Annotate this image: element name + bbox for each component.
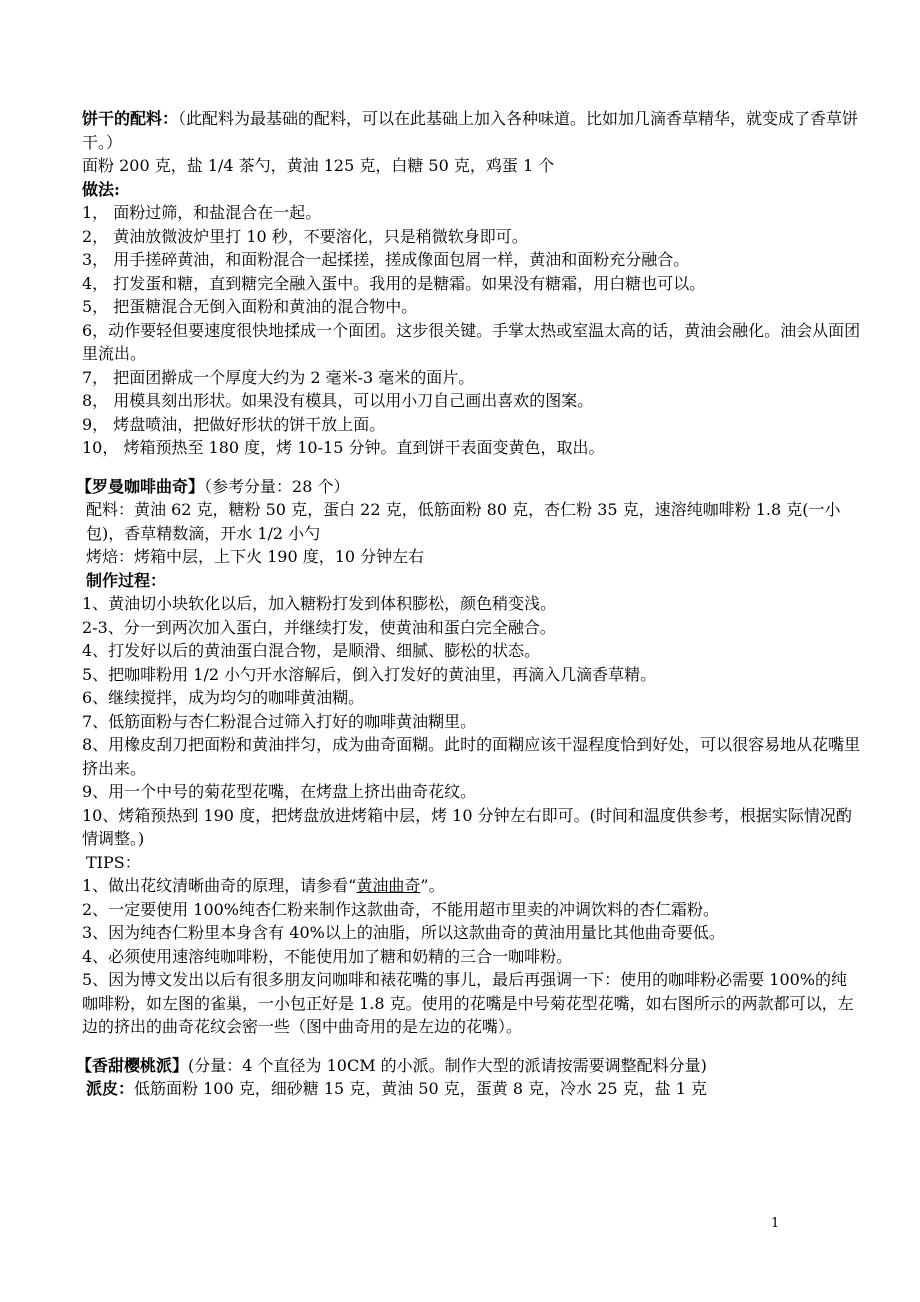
biscuit-ingredients-label: 饼干的配料： <box>82 109 179 128</box>
roman-baking: 烤焙：烤箱中层，上下火 190 度，10 分钟左右 <box>86 547 425 566</box>
roman-tip1-prefix: 1、做出花纹清晰曲奇的原理，请参看“ <box>82 876 357 895</box>
document-page <box>76 107 862 1101</box>
roman-title: 【罗曼咖啡曲奇】 <box>76 476 205 496</box>
biscuit-step: 9， 烤盘喷油，把做好形状的饼干放上面。 <box>82 414 386 434</box>
biscuit-step: 3， 用手搓碎黄油，和面粉混合一起揉搓，搓成像面包屑一样，黄油和面粉充分融合。 <box>82 250 690 269</box>
roman-step: 1、黄油切小块软化以后，加入糖粉打发到体积膨松，颜色稍变浅。 <box>82 594 557 613</box>
biscuit-ingredients-heading <box>82 107 862 154</box>
roman-step: 9、用一个中号的菊花型花嘴，在烤盘上挤出曲奇花纹。 <box>82 782 477 801</box>
roman-process-label: 制作过程： <box>86 570 167 590</box>
biscuit-ingredients-note: （此配料为最基础的配料，可以在此基础上加入各种味道。比如加几滴香草精华，就变成了香草饼干。） <box>82 109 859 152</box>
roman-step: 5、把咖啡粉用 1/2 小勺开水溶解后，倒入打发好的黄油里，再滴入几滴香草精。 <box>82 664 657 684</box>
section-spacer <box>82 460 862 475</box>
biscuit-step: 8， 用模具刻出形状。如果没有模具，可以用小刀自己画出喜欢的图案。 <box>82 391 594 410</box>
roman-step: 4、打发好以后的黄油蛋白混合物，是顺滑、细腻、膨松的状态。 <box>82 641 541 660</box>
roman-step: 2-3、分一到两次加入蛋白，并继续打发，使黄油和蛋白完全融合。 <box>82 617 556 637</box>
biscuit-step: 10， 烤箱预热至 180 度，烤 10-15 分钟。直到饼干表面变黄色，取出。 <box>82 438 605 457</box>
roman-tip: 3、因为纯杏仁粉里本身含有 40%以上的油脂，所以这款曲奇的黄油用量比其他曲奇要低。 <box>82 923 725 942</box>
biscuit-step: 4， 打发蛋和糖，直到糖完全融入蛋中。我用的是糖霜。如果没有糖霜，用白糖也可以。 <box>82 273 706 293</box>
biscuit-step: 2， 黄油放微波炉里打 10 秒，不要溶化，只是稍微软身即可。 <box>82 226 528 246</box>
biscuit-step: 1， 面粉过筛，和盐混合在一起。 <box>82 203 322 222</box>
biscuit-step: 7， 把面团擀成一个厚度大约为 2 毫米-3 毫米的面片。 <box>82 367 475 387</box>
section-spacer <box>82 1039 862 1054</box>
roman-tip1-suffix: ”。 <box>420 876 445 895</box>
cherry-crust-label: 派皮： <box>86 1079 135 1098</box>
roman-tip: 4、必须使用速溶纯咖啡粉，不能使用加了糖和奶精的三合一咖啡粉。 <box>82 946 573 966</box>
roman-ingredients: 配料：黄油 62 克，糖粉 50 克，蛋白 22 克，低筋面粉 80 克，杏仁粉 35 克，速溶纯咖啡粉 1.8 克(一小包)，香草精数滴，开水 1/2 小勺 <box>86 500 841 543</box>
roman-step: 7、低筋面粉与杏仁粉混合过筛入打好的咖啡黄油糊里。 <box>82 711 477 731</box>
cherry-heading <box>76 1054 862 1078</box>
biscuit-method-label: 做法: <box>82 179 120 199</box>
cherry-crust-ingredients: 低筋面粉 100 克，细砂糖 15 克，黄油 50 克，蛋黄 8 克，冷水 25 克，盐 1 克 <box>134 1079 708 1098</box>
cherry-crust <box>82 1077 862 1101</box>
butter-cookie-link[interactable]: 黄油曲奇 <box>356 876 421 895</box>
roman-step: 8、用橡皮刮刀把面粉和黄油拌匀，成为曲奇面糊。此时的面糊应该干湿程度恰到好处，可以很容易地从花嘴里挤出来。 <box>82 735 861 778</box>
biscuit-step: 5， 把蛋糖混合无倒入面粉和黄油的混合物中。 <box>82 297 418 316</box>
roman-portion: （参考分量：28 个） <box>204 476 350 496</box>
biscuit-ingredients: 面粉 200 克，盐 1/4 茶勺，黄油 125 克，白糖 50 克，鸡蛋 1 个 <box>82 156 555 175</box>
roman-heading <box>76 475 862 499</box>
cherry-title: 【香甜樱桃派】 <box>76 1055 189 1075</box>
roman-tip: 5、因为博文发出以后有很多朋友问咖啡和裱花嘴的事儿，最后再强调一下：使用的咖啡粉必需要 100%的纯咖啡粉，如左图的雀巢，一小包正好是 1.8 克。使用的花嘴是中号菊花型花嘴，如右图所示的两款都可以，左边的挤出的曲奇花纹会密一些（图中曲奇用的是左边的花嘴）。 <box>82 970 854 1036</box>
roman-tips-label: TIPS： <box>86 852 141 872</box>
roman-step: 10、烤箱预热到 190 度，把烤盘放进烤箱中层，烤 10 分钟左右即可。(时间和温度供参考，根据实际情况酌情调整。) <box>82 805 852 848</box>
biscuit-step: 6，动作要轻但要速度很快地揉成一个面团。这步很关键。手掌太热或室温太高的话，黄油会融化。油会从面团里流出。 <box>82 320 861 363</box>
roman-tip <box>82 874 862 898</box>
cherry-portion: (分量：4 个直径为 10CM 的小派。制作大型的派请按需要调整配料分量) <box>188 1055 707 1075</box>
roman-tip: 2、一定要使用 100%纯杏仁粉来制作这款曲奇，不能用超市里卖的冲调饮料的杏仁霜粉。 <box>82 899 720 919</box>
page-number: 1 <box>771 1216 780 1231</box>
roman-step: 6、继续搅拌，成为均匀的咖啡黄油糊。 <box>82 688 365 707</box>
